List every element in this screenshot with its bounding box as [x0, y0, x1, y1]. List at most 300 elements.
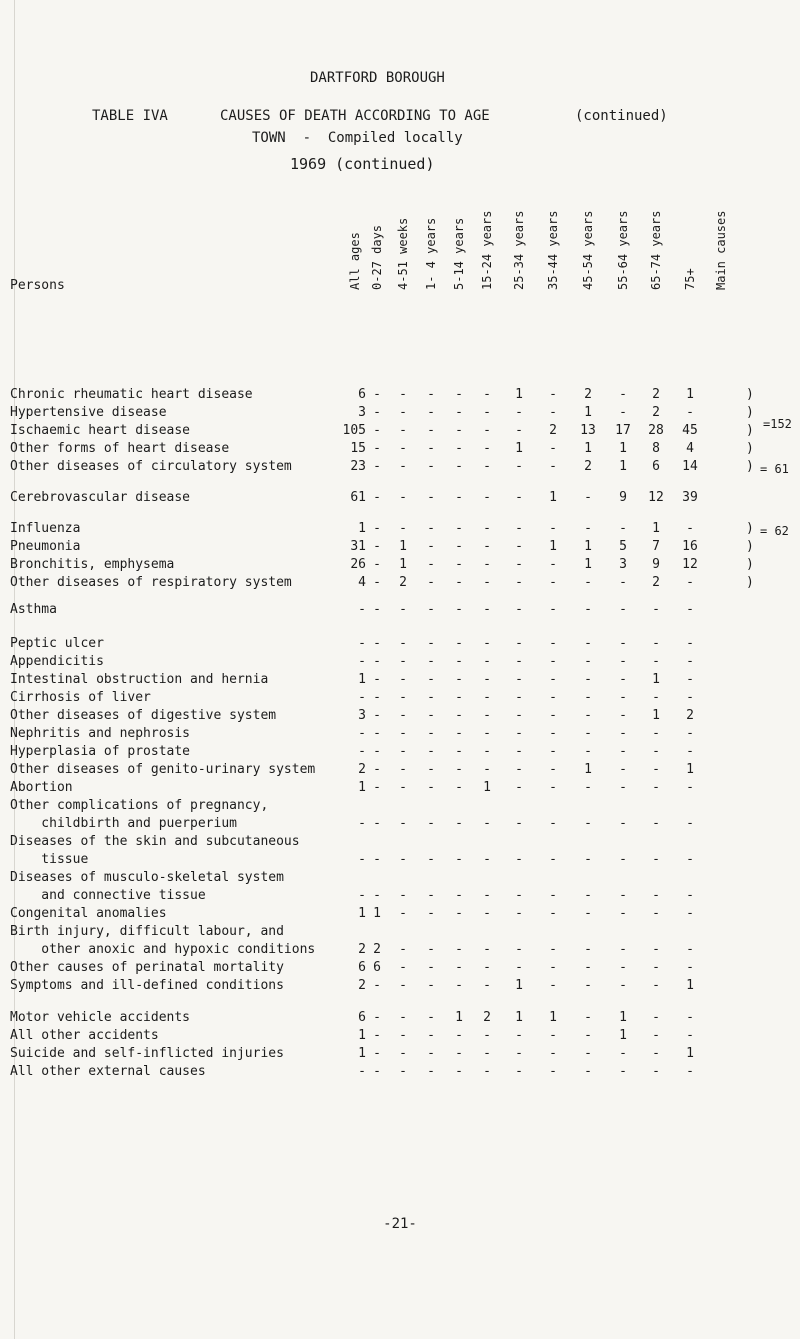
table-cell: - — [686, 654, 694, 669]
table-cell: - — [399, 654, 407, 669]
table-cell: - — [549, 888, 557, 903]
table-cell: - — [515, 405, 523, 420]
table-cell: - — [373, 423, 381, 438]
table-cell: - — [619, 960, 627, 975]
table-cell: - — [652, 636, 660, 651]
table-cell: - — [455, 780, 463, 795]
table-cell: - — [686, 690, 694, 705]
table-cell: 1 — [549, 1010, 557, 1025]
table-cell: 1 — [652, 521, 660, 536]
table-cell: 1 — [686, 762, 694, 777]
row-label: and connective tissue — [10, 888, 206, 903]
table-cell: - — [373, 490, 381, 505]
table-cell: - — [358, 690, 366, 705]
table-cell: - — [427, 960, 435, 975]
table-cell: - — [686, 602, 694, 617]
table-cell: - — [515, 708, 523, 723]
table-cell: - — [427, 387, 435, 402]
table-cell: - — [373, 557, 381, 572]
row-label: Other diseases of respiratory system — [10, 575, 292, 590]
table-cell: 2 — [652, 405, 660, 420]
table-cell: - — [619, 888, 627, 903]
table-cell: - — [455, 636, 463, 651]
table-cell: - — [455, 906, 463, 921]
column-header: 15-24 years — [480, 210, 494, 290]
table-cell: 1 — [686, 387, 694, 402]
table-cell: - — [455, 1046, 463, 1061]
table-cell: - — [483, 654, 491, 669]
table-cell: - — [427, 726, 435, 741]
table-cell: - — [584, 744, 592, 759]
table-cell: - — [373, 602, 381, 617]
row-label: Symptoms and ill-defined conditions — [10, 978, 284, 993]
row-brace: ) — [746, 441, 754, 456]
table-cell: - — [455, 490, 463, 505]
table-cell: 1 — [584, 405, 592, 420]
table-cell: 3 — [358, 708, 366, 723]
table-cell: 1 — [584, 539, 592, 554]
table-cell: - — [373, 726, 381, 741]
table-cell: - — [686, 942, 694, 957]
table-row — [0, 978, 800, 996]
table-cell: 7 — [652, 539, 660, 554]
table-cell: 1 — [686, 1046, 694, 1061]
table-cell: - — [373, 539, 381, 554]
table-cell: - — [399, 423, 407, 438]
column-header: 45-54 years — [581, 210, 595, 290]
table-cell: 2 — [399, 575, 407, 590]
table-subtitle: TOWN - Compiled locally — [252, 130, 463, 146]
table-cell: - — [584, 672, 592, 687]
table-id: TABLE IVA — [92, 108, 168, 124]
table-cell: - — [549, 654, 557, 669]
table-cell: 6 — [373, 960, 381, 975]
table-cell: 6 — [358, 387, 366, 402]
table-cell: - — [455, 405, 463, 420]
table-row — [0, 924, 800, 942]
table-cell: - — [427, 978, 435, 993]
table-cell: - — [483, 1028, 491, 1043]
table-cell: - — [549, 978, 557, 993]
table-cell: - — [686, 726, 694, 741]
table-cell: - — [399, 906, 407, 921]
table-cell: - — [515, 816, 523, 831]
table-cell: - — [652, 906, 660, 921]
table-cell: 1 — [515, 387, 523, 402]
table-cell: - — [652, 726, 660, 741]
table-cell: - — [549, 387, 557, 402]
page-number: -21- — [383, 1216, 417, 1232]
row-label: Bronchitis, emphysema — [10, 557, 175, 572]
table-cell: - — [549, 441, 557, 456]
table-row — [0, 602, 800, 620]
group-total-cerebrovascular: = 61 — [760, 462, 789, 476]
table-cell: - — [483, 636, 491, 651]
table-cell: - — [549, 960, 557, 975]
row-brace: ) — [746, 521, 754, 536]
table-cell: - — [373, 441, 381, 456]
table-cell: - — [483, 762, 491, 777]
table-cell: - — [515, 557, 523, 572]
table-cell: - — [549, 708, 557, 723]
table-cell: - — [427, 654, 435, 669]
table-cell: - — [483, 575, 491, 590]
table-cell: - — [483, 459, 491, 474]
table-cell: - — [427, 1064, 435, 1079]
table-cell: 1 — [549, 539, 557, 554]
column-header: 55-64 years — [616, 210, 630, 290]
table-cell: - — [399, 960, 407, 975]
table-cell: - — [358, 726, 366, 741]
table-cell: - — [483, 852, 491, 867]
table-cell: - — [515, 942, 523, 957]
table-row — [0, 405, 800, 423]
table-row — [0, 672, 800, 690]
table-cell: 2 — [358, 978, 366, 993]
row-label: Suicide and self-inflicted injuries — [10, 1046, 284, 1061]
table-row — [0, 942, 800, 960]
table-cell: - — [584, 490, 592, 505]
table-cell: - — [549, 780, 557, 795]
table-row — [0, 762, 800, 780]
table-cell: - — [515, 539, 523, 554]
table-cell: 6 — [358, 960, 366, 975]
table-row — [0, 798, 800, 816]
table-cell: - — [686, 852, 694, 867]
table-cell: - — [373, 708, 381, 723]
table-cell: - — [399, 1010, 407, 1025]
table-cell: - — [515, 1064, 523, 1079]
table-cell: - — [373, 654, 381, 669]
table-cell: - — [399, 780, 407, 795]
table-cell: - — [399, 690, 407, 705]
table-cell: - — [427, 1010, 435, 1025]
table-cell: - — [373, 521, 381, 536]
table-cell: 1 — [619, 1010, 627, 1025]
table-cell: - — [483, 405, 491, 420]
table-cell: - — [455, 726, 463, 741]
table-cell: 2 — [483, 1010, 491, 1025]
table-cell: - — [619, 726, 627, 741]
row-label: childbirth and puerperium — [10, 816, 237, 831]
table-cell: - — [399, 459, 407, 474]
table-cell: 6 — [652, 459, 660, 474]
table-cell: - — [584, 636, 592, 651]
table-cell: 4 — [358, 575, 366, 590]
table-cell: 1 — [619, 1028, 627, 1043]
table-cell: 39 — [682, 490, 698, 505]
table-cell: - — [549, 636, 557, 651]
table-cell: - — [515, 852, 523, 867]
column-header: 1- 4 years — [424, 217, 438, 290]
table-cell: - — [455, 672, 463, 687]
table-cell: - — [399, 521, 407, 536]
table-cell: - — [515, 744, 523, 759]
table-cell: - — [686, 672, 694, 687]
table-cell: - — [515, 459, 523, 474]
table-cell: - — [373, 387, 381, 402]
table-cell: - — [455, 978, 463, 993]
table-cell: - — [427, 575, 435, 590]
table-cell: - — [619, 1064, 627, 1079]
table-row — [0, 870, 800, 888]
row-label: Other diseases of digestive system — [10, 708, 277, 723]
table-row — [0, 1028, 800, 1046]
table-row — [0, 888, 800, 906]
table-cell: - — [515, 636, 523, 651]
persons-label: Persons — [10, 278, 65, 293]
table-cell: 9 — [619, 490, 627, 505]
table-cell: 1 — [358, 521, 366, 536]
column-header: 35-44 years — [546, 210, 560, 290]
table-cell: - — [358, 744, 366, 759]
table-cell: - — [427, 405, 435, 420]
table-cell: - — [584, 942, 592, 957]
table-cell: - — [584, 960, 592, 975]
year-line: 1969 (continued) — [290, 155, 435, 173]
table-cell: - — [619, 1046, 627, 1061]
row-label: Motor vehicle accidents — [10, 1010, 191, 1025]
table-row — [0, 1064, 800, 1082]
table-cell: 1 — [686, 978, 694, 993]
table-cell: - — [619, 816, 627, 831]
row-label: All other external causes — [10, 1064, 206, 1079]
table-cell: - — [549, 459, 557, 474]
table-cell: 1 — [483, 780, 491, 795]
row-label: Intestinal obstruction and hernia — [10, 672, 269, 687]
table-cell: 26 — [350, 557, 366, 572]
table-cell: - — [427, 521, 435, 536]
table-cell: - — [373, 405, 381, 420]
column-header: All ages — [348, 232, 362, 290]
table-cell: - — [619, 636, 627, 651]
row-label: Ischaemic heart disease — [10, 423, 191, 438]
table-cell: - — [427, 1046, 435, 1061]
table-cell: - — [358, 602, 366, 617]
table-cell: 1 — [358, 672, 366, 687]
table-cell: - — [427, 852, 435, 867]
table-cell: 1 — [358, 906, 366, 921]
table-cell: - — [686, 1010, 694, 1025]
row-label: Influenza — [10, 521, 81, 536]
table-cell: - — [584, 708, 592, 723]
table-cell: - — [483, 978, 491, 993]
table-cell: - — [455, 575, 463, 590]
table-cell: - — [549, 726, 557, 741]
table-cell: - — [652, 654, 660, 669]
table-cell: - — [619, 672, 627, 687]
table-cell: - — [515, 1046, 523, 1061]
table-cell: - — [652, 888, 660, 903]
table-cell: - — [373, 816, 381, 831]
table-row — [0, 1010, 800, 1028]
table-cell: - — [427, 708, 435, 723]
table-cell: - — [399, 888, 407, 903]
table-cell: - — [399, 672, 407, 687]
column-header: Main causes — [714, 210, 728, 290]
row-label: Nephritis and nephrosis — [10, 726, 191, 741]
table-cell: - — [483, 744, 491, 759]
table-cell: - — [619, 602, 627, 617]
table-cell: - — [619, 387, 627, 402]
table-row — [0, 960, 800, 978]
table-row — [0, 557, 800, 575]
row-label: Diseases of the skin and subcutaneous — [10, 834, 300, 849]
row-brace: ) — [746, 539, 754, 554]
table-cell: - — [549, 690, 557, 705]
table-cell: - — [427, 602, 435, 617]
table-cell: - — [373, 978, 381, 993]
table-cell: - — [399, 441, 407, 456]
table-cell: - — [399, 942, 407, 957]
table-cell: - — [619, 978, 627, 993]
table-cell: - — [373, 1064, 381, 1079]
table-cell: - — [515, 888, 523, 903]
table-cell: - — [515, 423, 523, 438]
row-label: Other diseases of genito-urinary system — [10, 762, 316, 777]
table-cell: - — [515, 690, 523, 705]
table-cell: - — [652, 690, 660, 705]
table-cell: - — [652, 1028, 660, 1043]
table-cell: - — [373, 672, 381, 687]
table-cell: 1 — [373, 906, 381, 921]
table-cell: 1 — [358, 780, 366, 795]
table-cell: 14 — [682, 459, 698, 474]
table-cell: - — [686, 521, 694, 536]
table-cell: - — [584, 852, 592, 867]
table-cell: - — [483, 1046, 491, 1061]
table-cell: - — [584, 888, 592, 903]
table-cell: - — [455, 557, 463, 572]
table-cell: - — [427, 672, 435, 687]
table-cell: - — [652, 1064, 660, 1079]
table-cell: 4 — [686, 441, 694, 456]
table-cell: - — [515, 780, 523, 795]
table-row — [0, 690, 800, 708]
table-cell: 1 — [515, 441, 523, 456]
table-cell: - — [515, 960, 523, 975]
row-label: Appendicitis — [10, 654, 104, 669]
table-row — [0, 539, 800, 557]
row-label: Cirrhosis of liver — [10, 690, 151, 705]
table-cell: - — [373, 636, 381, 651]
table-title: CAUSES OF DEATH ACCORDING TO AGE — [220, 108, 490, 124]
table-cell: - — [619, 744, 627, 759]
continued-note: (continued) — [575, 108, 668, 124]
table-row — [0, 654, 800, 672]
column-header: 5-14 years — [452, 217, 466, 290]
table-cell: 15 — [350, 441, 366, 456]
row-brace: ) — [746, 387, 754, 402]
table-cell: - — [455, 654, 463, 669]
table-cell: - — [515, 521, 523, 536]
table-cell: - — [515, 602, 523, 617]
table-cell: - — [455, 441, 463, 456]
table-cell: - — [373, 1010, 381, 1025]
row-label: other anoxic and hypoxic conditions — [10, 942, 316, 957]
table-cell: - — [549, 906, 557, 921]
table-cell: - — [584, 575, 592, 590]
table-cell: - — [483, 690, 491, 705]
table-cell: - — [358, 816, 366, 831]
table-cell: - — [399, 490, 407, 505]
table-cell: - — [515, 672, 523, 687]
column-header: 0-27 days — [370, 224, 384, 290]
table-cell: - — [652, 602, 660, 617]
table-cell: - — [427, 690, 435, 705]
table-cell: - — [483, 557, 491, 572]
table-cell: - — [686, 816, 694, 831]
table-cell: 1 — [515, 1010, 523, 1025]
table-cell: 3 — [619, 557, 627, 572]
table-cell: - — [455, 459, 463, 474]
table-cell: - — [399, 816, 407, 831]
table-cell: - — [515, 1028, 523, 1043]
table-row — [0, 387, 800, 405]
table-cell: 61 — [350, 490, 366, 505]
row-label: Other causes of perinatal mortality — [10, 960, 284, 975]
table-cell: - — [483, 441, 491, 456]
table-cell: 105 — [342, 423, 366, 438]
table-cell: - — [455, 1028, 463, 1043]
table-cell: - — [399, 405, 407, 420]
table-cell: - — [455, 521, 463, 536]
table-cell: - — [483, 539, 491, 554]
table-cell: 12 — [682, 557, 698, 572]
row-label: All other accidents — [10, 1028, 159, 1043]
table-cell: - — [427, 762, 435, 777]
table-cell: - — [483, 602, 491, 617]
table-cell: - — [427, 942, 435, 957]
table-cell: - — [619, 942, 627, 957]
table-cell: - — [652, 942, 660, 957]
table-cell: - — [427, 636, 435, 651]
table-cell: - — [549, 672, 557, 687]
column-header: 4-51 weeks — [396, 217, 410, 290]
table-cell: - — [483, 816, 491, 831]
table-cell: 2 — [358, 762, 366, 777]
table-cell: - — [549, 744, 557, 759]
table-cell: - — [399, 762, 407, 777]
table-cell: - — [455, 852, 463, 867]
table-cell: - — [686, 575, 694, 590]
table-cell: - — [619, 575, 627, 590]
table-cell: - — [584, 1046, 592, 1061]
table-cell: - — [455, 387, 463, 402]
table-cell: - — [652, 780, 660, 795]
table-cell: - — [399, 1028, 407, 1043]
table-cell: - — [549, 762, 557, 777]
table-cell: - — [399, 852, 407, 867]
table-cell: - — [652, 960, 660, 975]
table-cell: - — [373, 1046, 381, 1061]
row-brace: ) — [746, 459, 754, 474]
table-cell: - — [483, 960, 491, 975]
table-cell: - — [483, 708, 491, 723]
table-cell: - — [455, 602, 463, 617]
table-row — [0, 906, 800, 924]
table-cell: 1 — [652, 708, 660, 723]
table-cell: - — [549, 1028, 557, 1043]
row-label: Other complications of pregnancy, — [10, 798, 269, 813]
table-cell: - — [427, 888, 435, 903]
table-cell: 6 — [358, 1010, 366, 1025]
table-cell: - — [373, 744, 381, 759]
group-total-respiratory: = 62 — [760, 524, 789, 538]
table-cell: - — [399, 726, 407, 741]
table-cell: - — [358, 888, 366, 903]
table-cell: - — [619, 521, 627, 536]
